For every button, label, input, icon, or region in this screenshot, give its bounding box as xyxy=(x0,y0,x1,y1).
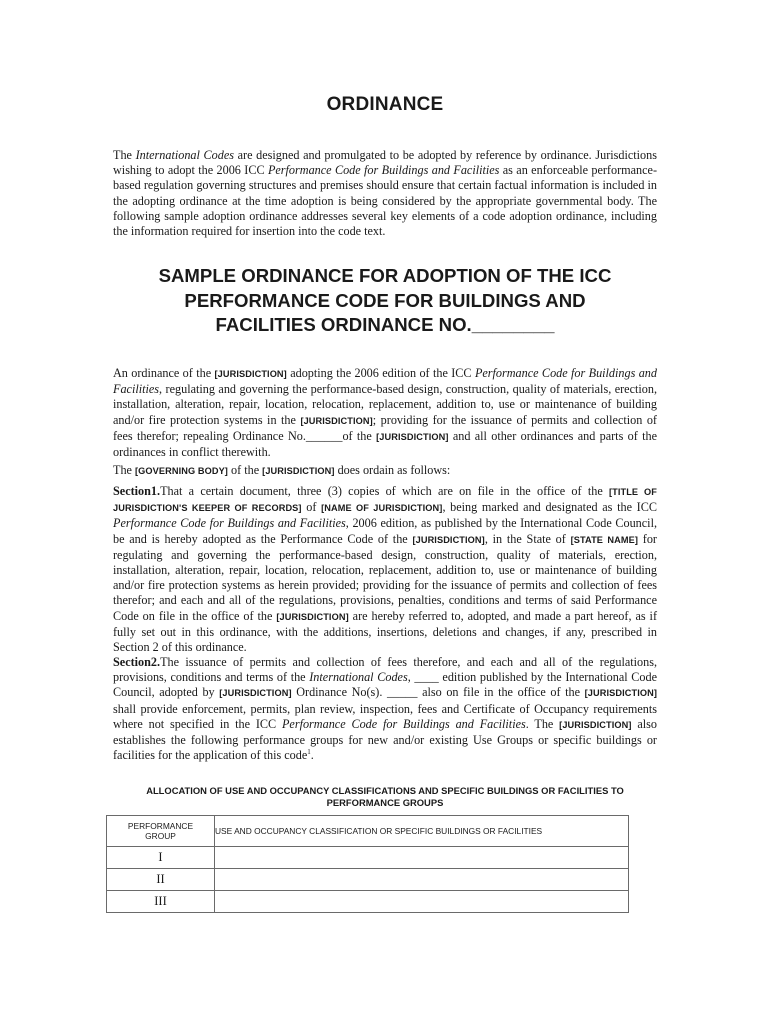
heading-line-1: SAMPLE ORDINANCE FOR ADOPTION OF THE ICC xyxy=(158,265,612,286)
placeholder-keeper-of-records: [TITLE OF JURISDICTION'S KEEPER OF RECORDS] xyxy=(113,487,657,514)
performance-group-cell: II xyxy=(107,869,215,891)
section-2-paragraph xyxy=(113,655,657,763)
classification-cell[interactable] xyxy=(215,891,629,913)
text-italic: Performance Code for Buildings and Facilities xyxy=(113,516,346,531)
performance-group-cell: I xyxy=(107,847,215,869)
text: of xyxy=(301,500,322,515)
text: shall provide enforcement, permits, plan review, inspection, fees and Certificate of Occupancy requirements where not specified in the ICC xyxy=(113,701,657,731)
table-header-row xyxy=(107,816,629,847)
placeholder-jurisdiction: [JURISDICTION] xyxy=(300,415,373,426)
table-caption: ALLOCATION OF USE AND OCCUPANCY CLASSIFICATIONS AND SPECIFIC BUILDINGS OR FACILITIES TO PERFORMANCE GROUPS xyxy=(146,785,624,809)
text: That a certain document, three (3) copies of which are on file in the office of the xyxy=(160,484,609,498)
heading-line-2: PERFORMANCE CODE FOR BUILDINGS AND xyxy=(184,289,586,311)
classification-cell[interactable] xyxy=(215,847,629,869)
header-text: PERFORMANCE xyxy=(127,821,194,831)
text: , ____ edition published by the International Code Council, adopted by xyxy=(113,670,658,700)
text-italic: Performance Code for Buildings and Facilities xyxy=(113,366,657,397)
intro-paragraph xyxy=(113,148,657,239)
placeholder-governing-body: [GOVERNING BODY] xyxy=(135,466,228,476)
text: for regulating and governing the performance-based design, construction, quality of materials, erection, installation, alteration, repair, location, relocation, replacement, addition to, use or maintenance of building and/or fire protection systems as herein provided; providing for the issuance of permits and collection of fees therefor; and each and all of the regulations, provisions, penalties, conditions and terms of said Performance Code on file in the office of the xyxy=(113,531,657,623)
placeholder-jurisdiction: [JURISDICTION] xyxy=(214,369,287,379)
sample-ordinance-heading xyxy=(0,264,770,338)
text: of the xyxy=(227,463,263,477)
header-performance-group xyxy=(107,816,215,847)
text: Ordinance No(s). _____ also on file in the office of the xyxy=(291,685,585,700)
placeholder-jurisdiction: [JURISDICTION] xyxy=(262,466,335,476)
header-use-occupancy: USE AND OCCUPANCY CLASSIFICATION OR SPECIFIC BUILDINGS OR FACILITIES xyxy=(215,816,629,847)
text: and all other ordinances and parts of the ordinances in conflict therewith. xyxy=(113,428,657,460)
table-row xyxy=(107,869,629,891)
text-italic: Performance Code for Buildings and Facilities xyxy=(281,716,526,731)
text: are hereby referred to, adopted, and made a part hereof, as if fully set out in this ordinance, with the additions, insertions, deletions and changes, if any, prescribed in Section 2 of this ordinance. xyxy=(113,608,658,655)
footnote-marker[interactable]: 1 xyxy=(307,748,311,757)
text: adopting the 2006 edition of the ICC xyxy=(286,366,475,380)
table-row xyxy=(107,847,629,869)
ordinance-paragraph xyxy=(113,366,657,460)
text-italic: International Codes xyxy=(135,148,235,162)
text: also establishes the following performance groups for new and/or existing Use Groups or specific buildings or facilities for the application of this code xyxy=(113,716,657,763)
placeholder-jurisdiction: [JURISDICTION] xyxy=(584,688,657,699)
text: , in the State of xyxy=(484,531,571,546)
placeholder-jurisdiction: [JURISDICTION] xyxy=(412,534,485,545)
text: An ordinance of the xyxy=(113,366,215,380)
text-italic: Performance Code for Buildings and Facilities xyxy=(267,163,500,178)
text: does ordain as follows: xyxy=(334,463,451,477)
text: as an enforceable performance-based regulation governing structures and premises should ensure that certain factual information is included in the adopting ordinance at the time adoption is being considered by the appropriate governmental body. The following sample adoption ordinance addresses several key elements of a code adoption ordinance, including the information required for insertion into the code text. xyxy=(113,163,657,239)
text: . The xyxy=(525,716,560,731)
section-1-label: Section1. xyxy=(113,484,161,498)
text: The xyxy=(113,463,135,477)
placeholder-jurisdiction: [JURISDICTION] xyxy=(276,611,349,622)
text: , being marked and designated as the ICC xyxy=(442,500,657,515)
table-row xyxy=(107,891,629,913)
placeholder-name-of-jurisdiction: [NAME OF JURISDICTION] xyxy=(321,503,443,514)
text-italic: International Codes xyxy=(309,670,408,685)
text: are designed and promulgated to be adopted by reference by ordinance. Jurisdictions wishing to adopt the 2006 ICC xyxy=(113,148,657,178)
text: , 2006 edition, as published by the International Code Council, be and is hereby adopted as the Performance Code of the xyxy=(113,516,657,546)
section-1-paragraph xyxy=(113,484,657,655)
governing-body-paragraph xyxy=(113,463,657,479)
text: . xyxy=(310,748,314,763)
text: The xyxy=(113,148,136,162)
header-text: GROUP xyxy=(145,831,176,841)
performance-group-table xyxy=(106,815,629,913)
heading-line-3: FACILITIES ORDINANCE NO.________ xyxy=(215,314,555,336)
placeholder-jurisdiction: [JURISDICTION] xyxy=(219,688,292,699)
performance-group-cell: III xyxy=(107,891,215,913)
placeholder-jurisdiction: [JURISDICTION] xyxy=(559,719,632,730)
page-title: ORDINANCE xyxy=(326,94,444,115)
text: , regulating and governing the performance-based design, construction, quality of materials, erection, installation, alteration, repair, location, relocation, replacement, addition to, use or maintenance of building and/or fire protection systems in the xyxy=(113,382,657,427)
text: The issuance of permits and collection of fees therefore, and each and all of the regulations, provisions, conditions and terms of the xyxy=(113,655,657,685)
classification-cell[interactable] xyxy=(215,869,629,891)
text: ; providing for the issuance of permits and collection of fees therefor; repealing Ordinance No.______of the xyxy=(113,412,657,443)
section-2-label: Section2. xyxy=(113,655,161,669)
placeholder-state-name: [STATE NAME] xyxy=(570,534,639,545)
placeholder-jurisdiction: [JURISDICTION] xyxy=(376,431,449,442)
